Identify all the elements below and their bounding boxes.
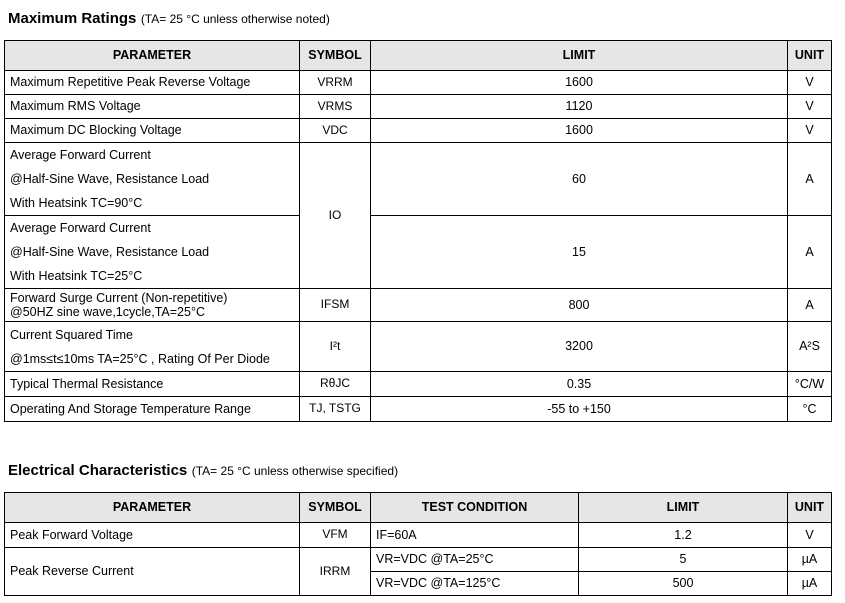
header-parameter: PARAMETER [5, 493, 300, 523]
parameter-line: Average Forward Current [10, 221, 151, 235]
parameter-cell: Peak Forward Voltage [5, 523, 300, 548]
symbol-cell: TJ, TSTG [300, 397, 371, 422]
unit-cell: A [788, 143, 832, 216]
table-row [5, 289, 832, 322]
unit-cell: V [788, 119, 832, 143]
limit-cell: 1.2 [579, 523, 788, 548]
unit-cell: µA [788, 548, 832, 572]
limit-cell: 1120 [371, 95, 788, 119]
test-condition-cell: VR=VDC @TA=25°C [371, 548, 579, 572]
test-condition-cell: IF=60A [371, 523, 579, 548]
limit-cell: 3200 [371, 322, 788, 372]
parameter-line: With Heatsink TC=25°C [10, 269, 143, 283]
parameter-cell: Maximum DC Blocking Voltage [5, 119, 300, 143]
symbol-cell: VRMS [300, 95, 371, 119]
header-symbol: SYMBOL [300, 493, 371, 523]
table-row [5, 322, 832, 372]
electrical-heading [8, 462, 398, 480]
parameter-cell: Operating And Storage Temperature Range [5, 397, 300, 422]
parameter-line: @Half-Sine Wave, Resistance Load [10, 172, 210, 186]
table-row [5, 372, 832, 397]
unit-cell: V [788, 71, 832, 95]
max-ratings-table [4, 40, 832, 422]
header-limit: LIMIT [371, 41, 788, 71]
limit-cell: -55 to +150 [371, 397, 788, 422]
unit-cell: V [788, 523, 832, 548]
header-limit: LIMIT [579, 493, 788, 523]
limit-cell: 15 [371, 216, 788, 289]
table-row [5, 523, 832, 548]
parameter-cell [5, 216, 300, 289]
electrical-condition: (TA= 25 °C unless otherwise specified) [191, 464, 399, 478]
max-ratings-condition: (TA= 25 °C unless otherwise noted) [140, 12, 330, 26]
limit-cell: 800 [371, 289, 788, 322]
electrical-table [4, 492, 832, 596]
limit-cell: 1600 [371, 119, 788, 143]
header-symbol: SYMBOL [300, 41, 371, 71]
parameter-cell [5, 143, 300, 216]
parameter-cell: Typical Thermal Resistance [5, 372, 300, 397]
parameter-line: Current Squared Time [10, 327, 133, 342]
parameter-cell: Maximum Repetitive Peak Reverse Voltage [5, 71, 300, 95]
electrical-title: Electrical Characteristics [8, 462, 188, 479]
header-parameter: PARAMETER [5, 41, 300, 71]
parameter-line: Forward Surge Current (Non-repetitive) [10, 291, 228, 305]
parameter-line: Average Forward Current [10, 148, 151, 162]
symbol-cell: I²t [300, 322, 371, 372]
unit-cell: µA [788, 572, 832, 596]
header-test-condition: TEST CONDITION [371, 493, 579, 523]
header-unit: UNIT [788, 493, 832, 523]
test-condition-cell: VR=VDC @TA=125°C [371, 572, 579, 596]
table-row [5, 548, 832, 572]
table-row [5, 143, 832, 216]
parameter-line: @Half-Sine Wave, Resistance Load [10, 245, 210, 259]
symbol-cell: VRRM [300, 71, 371, 95]
table-row [5, 95, 832, 119]
table-header-row [5, 493, 832, 523]
max-ratings-heading [8, 10, 330, 28]
parameter-line: With Heatsink TC=90°C [10, 196, 143, 210]
unit-cell: A [788, 216, 832, 289]
table-row [5, 397, 832, 422]
unit-cell: V [788, 95, 832, 119]
limit-cell: 60 [371, 143, 788, 216]
parameter-line: @1ms≤t≤10ms TA=25°C , Rating Of Per Diode [10, 351, 270, 366]
limit-cell: 1600 [371, 71, 788, 95]
parameter-cell [5, 289, 300, 322]
symbol-cell: VDC [300, 119, 371, 143]
table-row [5, 119, 832, 143]
limit-cell: 500 [579, 572, 788, 596]
header-unit: UNIT [788, 41, 832, 71]
unit-cell: °C/W [788, 372, 832, 397]
symbol-cell: IRRM [300, 548, 371, 596]
unit-cell: A²S [788, 322, 832, 372]
table-header-row [5, 41, 832, 71]
symbol-cell: VFM [300, 523, 371, 548]
symbol-cell: IO [300, 143, 371, 289]
unit-cell: °C [788, 397, 832, 422]
unit-cell: A [788, 289, 832, 322]
parameter-line: @50HZ sine wave,1cycle,TA=25°C [10, 305, 205, 319]
symbol-cell: RθJC [300, 372, 371, 397]
parameter-cell: Maximum RMS Voltage [5, 95, 300, 119]
parameter-cell: Peak Reverse Current [5, 548, 300, 596]
limit-cell: 0.35 [371, 372, 788, 397]
parameter-cell [5, 322, 300, 372]
limit-cell: 5 [579, 548, 788, 572]
table-row [5, 216, 832, 289]
symbol-cell: IFSM [300, 289, 371, 322]
table-row [5, 71, 832, 95]
max-ratings-title: Maximum Ratings [8, 10, 137, 27]
